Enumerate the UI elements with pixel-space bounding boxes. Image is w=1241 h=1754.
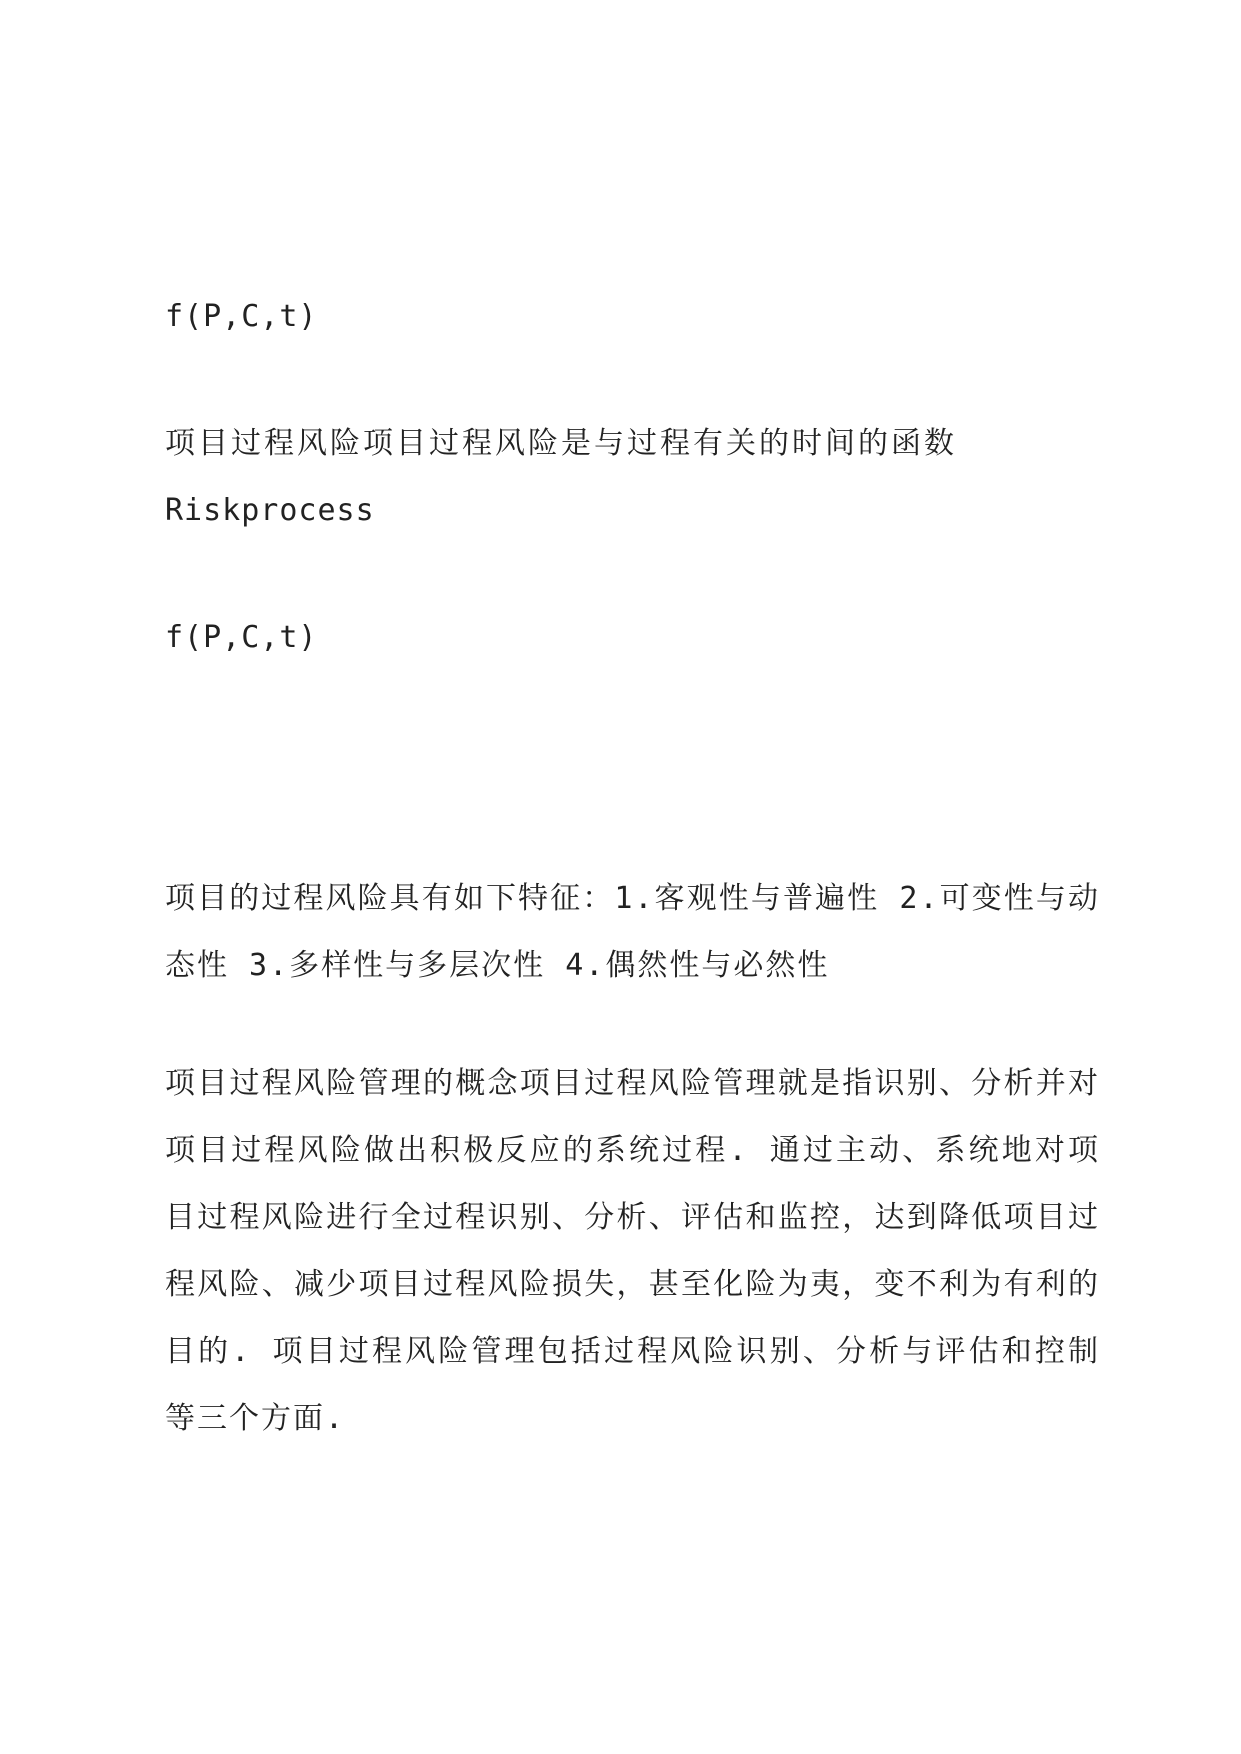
definition-term: Riskprocess <box>165 493 375 528</box>
definition-line: 项目过程风险项目过程风险是与过程有关的时间的函数 <box>165 426 957 461</box>
formula-2: f(P,C,t) <box>165 620 318 655</box>
formula-1: f(P,C,t) <box>165 299 318 334</box>
management-concept-paragraph: 项目过程风险管理的概念项目过程风险管理就是指识别、分析并对项目过程风险做出积极反应的系统过程. 通过主动、系统地对项目过程风险进行全过程识别、分析、评估和监控，达到降低项目过程风险、减少项目过程风险损失，甚至化险为夷，变不利为有利的目的. 项目过程风险管理包括过程风险识别、分析与评估和控制等三个方面. <box>165 1066 1100 1436</box>
characteristics-paragraph: 项目的过程风险具有如下特征：1.客观性与普遍性 2.可变性与动态性 3.多样性与多层次性 4.偶然性与必然性 <box>165 881 1100 983</box>
